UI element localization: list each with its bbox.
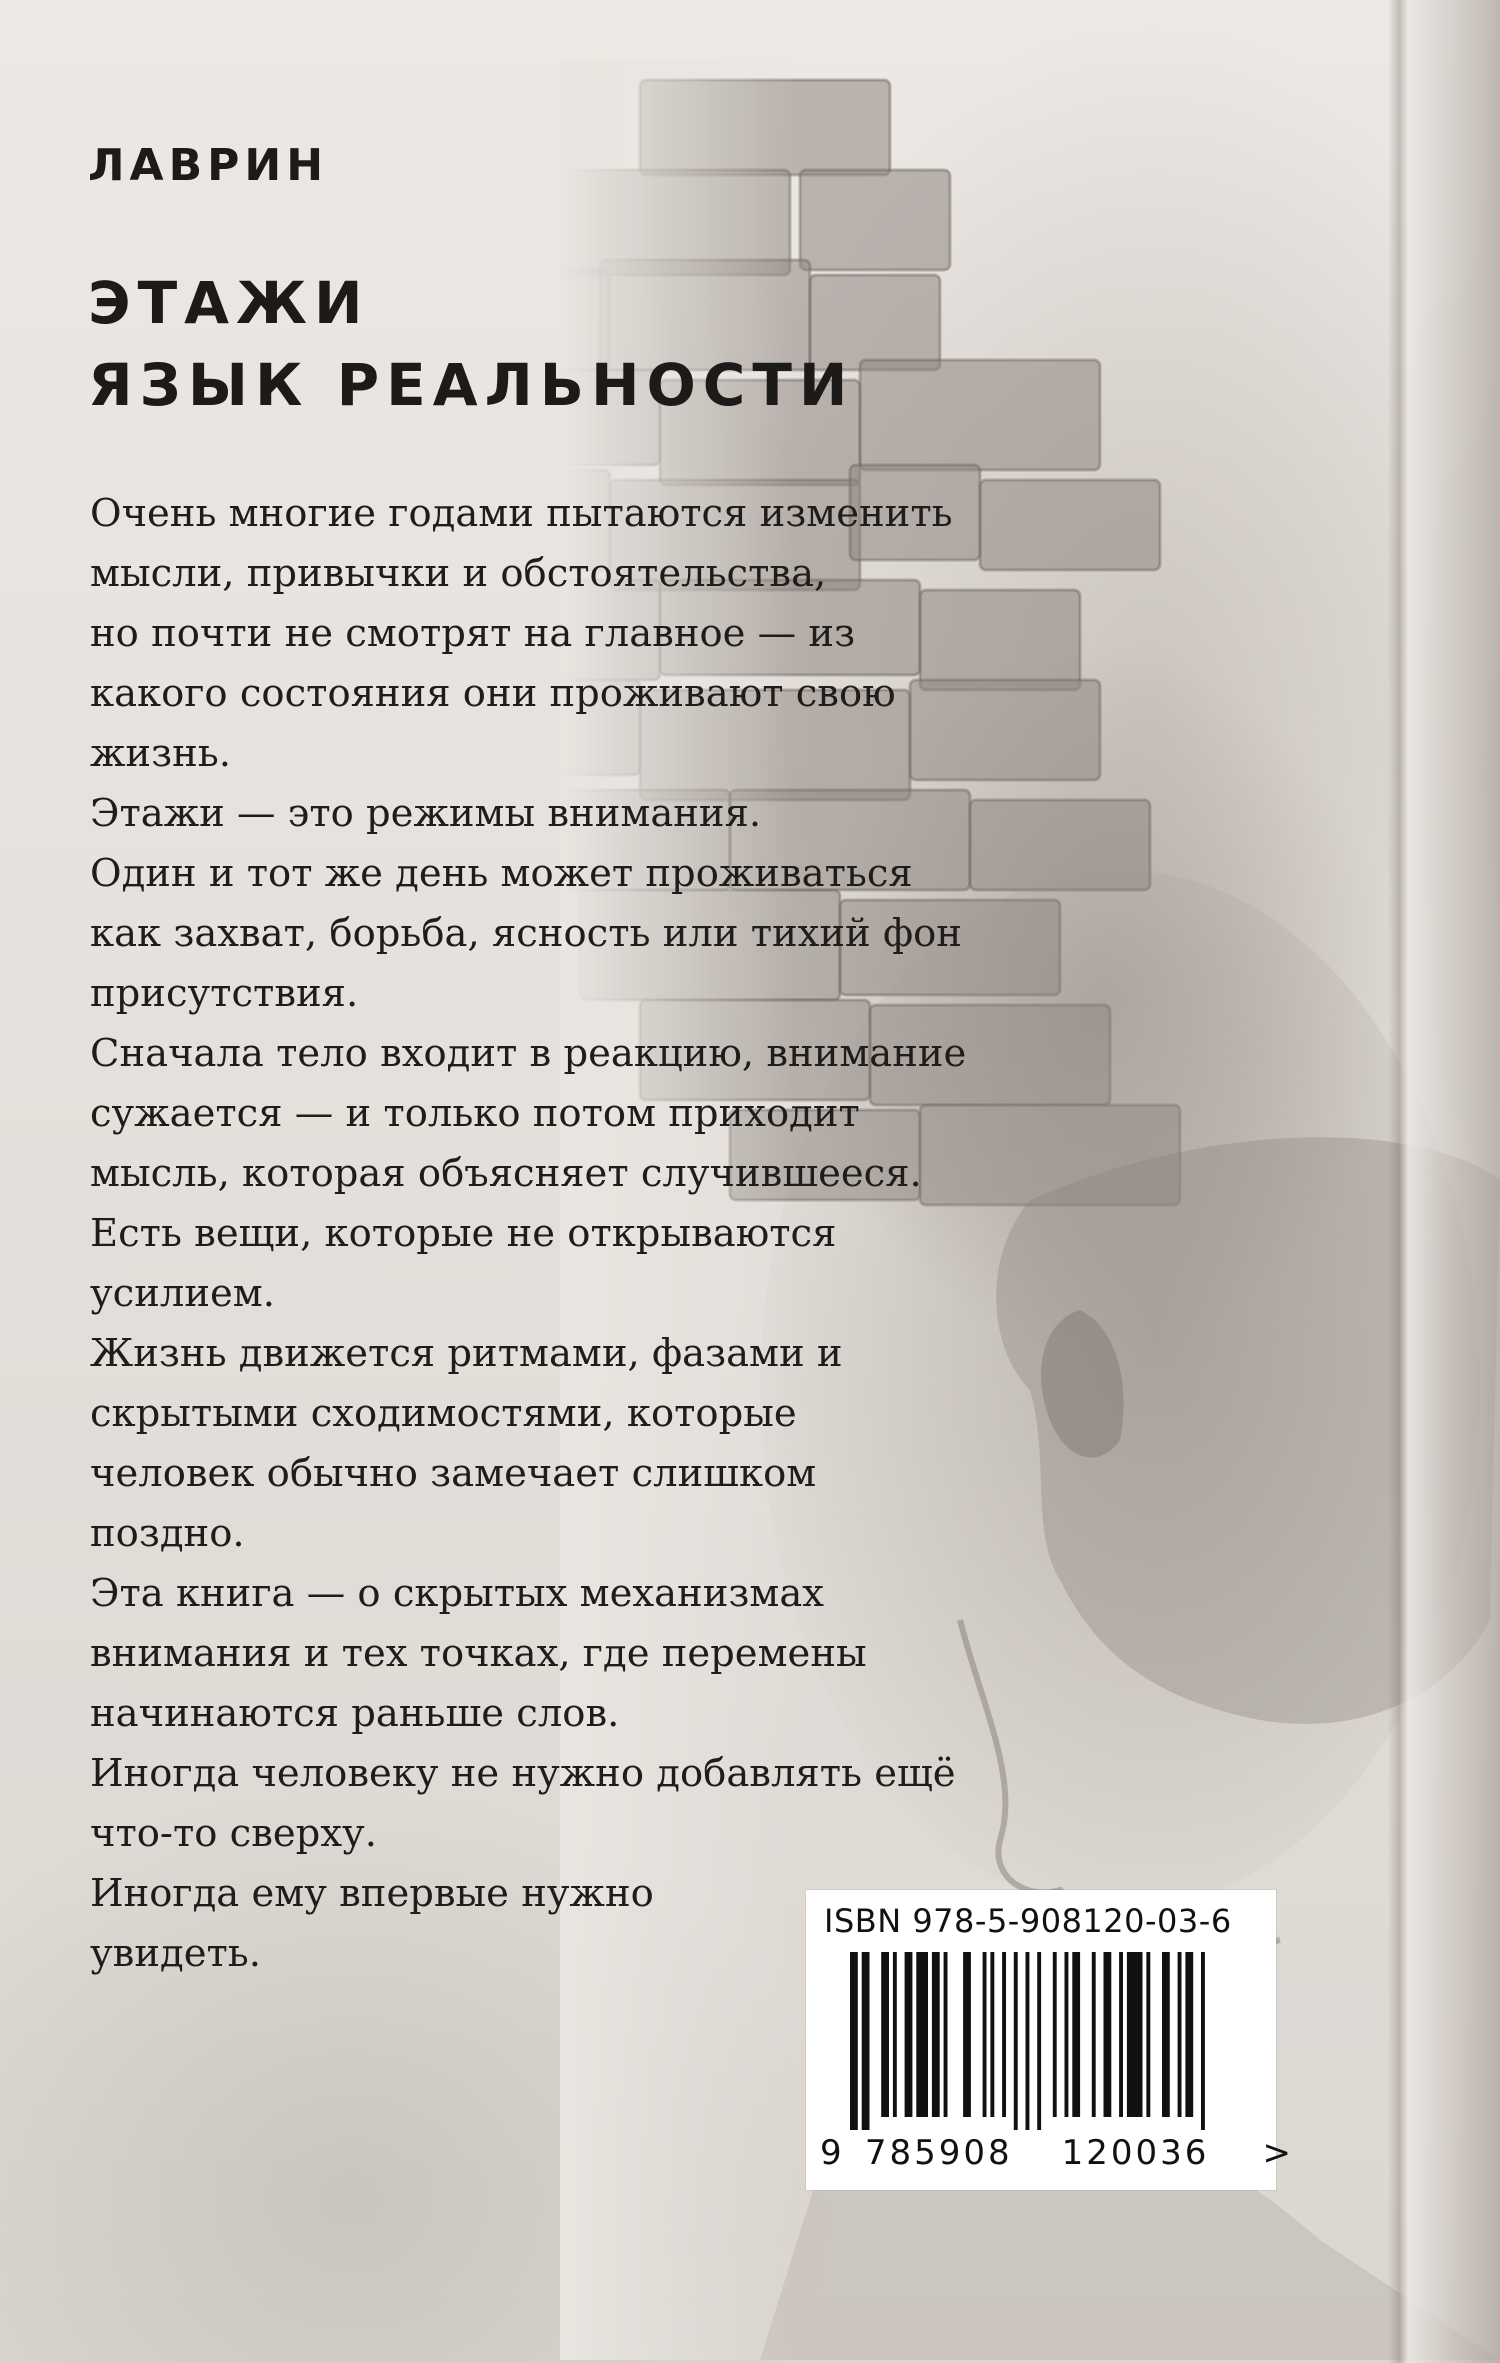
barcode-bar <box>1053 1952 1057 2117</box>
barcode-bar <box>1119 1952 1123 2117</box>
barcode-bar <box>1162 1952 1170 2117</box>
blurb-line: но почти не смотрят на главное — из <box>90 611 856 656</box>
barcode-bar <box>944 1952 948 2117</box>
barcode-bar <box>1026 1952 1030 2130</box>
blurb-line: человек обычно замечает слишком <box>90 1451 817 1496</box>
barcode-bar <box>1072 1952 1080 2117</box>
blurb-line: Этажи — это режимы внимания. <box>90 791 762 836</box>
barcode-bar <box>1002 1952 1006 2117</box>
blurb-line: начинаются раньше слов. <box>90 1691 620 1736</box>
barcode-bar <box>1065 1952 1069 2117</box>
barcode-bar <box>1178 1952 1182 2117</box>
blurb-line: как захват, борьба, ясность или тихий фон <box>90 911 962 956</box>
blurb-line: какого состояния они проживают свою <box>90 671 896 716</box>
barcode-bar <box>990 1952 994 2117</box>
blurb-line: увидеть. <box>90 1931 261 1976</box>
barcode-bar <box>862 1952 870 2130</box>
book-title <box>88 262 854 426</box>
title-line-2: ЯЗЫК РЕАЛЬНОСТИ <box>88 351 855 419</box>
blurb-line: поздно. <box>90 1511 245 1556</box>
blurb-line: Есть вещи, которые не открываются <box>90 1211 837 1256</box>
spine-edge <box>1388 0 1500 2363</box>
ean-right-group: 120036 <box>1061 2133 1210 2173</box>
title-line-1: ЭТАЖИ <box>88 269 370 337</box>
barcode-bar <box>916 1952 928 2117</box>
barcode-bar <box>905 1952 913 2117</box>
isbn-label: ISBN 978-5-908120-03-6 <box>824 1902 1232 1940</box>
blurb-line: Один и тот же день может проживаться <box>90 851 913 896</box>
blurb-line: что-то сверху. <box>90 1811 377 1856</box>
blurb-line: сужается — и только потом приходит <box>90 1091 860 1136</box>
barcode-bars <box>850 1952 1240 2130</box>
barcode-bar <box>1014 1952 1018 2130</box>
barcode-bar <box>1092 1952 1096 2117</box>
barcode-bar <box>983 1952 987 2117</box>
blurb-line: присутствия. <box>90 971 359 1016</box>
barcode-bar <box>1146 1952 1150 2117</box>
blurb-line: скрытыми сходимостями, которые <box>90 1391 797 1436</box>
blurb-line: Иногда ему впервые нужно <box>90 1871 654 1916</box>
blurb-line: Сначала тело входит в реакцию, внимание <box>90 1031 967 1076</box>
isbn-barcode <box>806 1890 1291 2190</box>
barcode-bar <box>1185 1952 1193 2117</box>
barcode-bar <box>932 1952 940 2117</box>
ean-digits <box>820 2133 1291 2173</box>
blurb-line: усилием. <box>90 1271 275 1316</box>
blurb-line: Очень многие годами пытаются изменить <box>90 491 953 536</box>
blurb-text <box>90 484 1050 1984</box>
barcode-bar <box>893 1952 897 2117</box>
barcode-bar <box>1201 1952 1205 2130</box>
barcode-bar <box>850 1952 858 2130</box>
barcode-bar <box>1127 1952 1143 2117</box>
blurb-line: Жизнь движется ритмами, фазами и <box>90 1331 843 1376</box>
barcode-bar <box>1104 1952 1112 2117</box>
blurb-line: Иногда человеку не нужно добавлять ещё <box>90 1751 956 1796</box>
blurb-line: Эта книга — о скрытых механизмах <box>90 1571 824 1616</box>
author-name: ЛАВРИН <box>88 140 329 191</box>
ean-left-group: 785908 <box>864 2133 1013 2173</box>
blurb-line: внимания и тех точках, где перемены <box>90 1631 867 1676</box>
ean-quiet-marker: > <box>1262 2133 1291 2173</box>
blurb-line: мысли, привычки и обстоятельства, <box>90 551 827 596</box>
ean-first-digit: 9 <box>820 2133 842 2173</box>
barcode-bar <box>963 1952 971 2117</box>
barcode-bar <box>1037 1952 1041 2130</box>
blurb-line: жизнь. <box>90 731 231 776</box>
blurb-line: мысль, которая объясняет случившееся. <box>90 1151 922 1196</box>
barcode-bar <box>881 1952 889 2117</box>
